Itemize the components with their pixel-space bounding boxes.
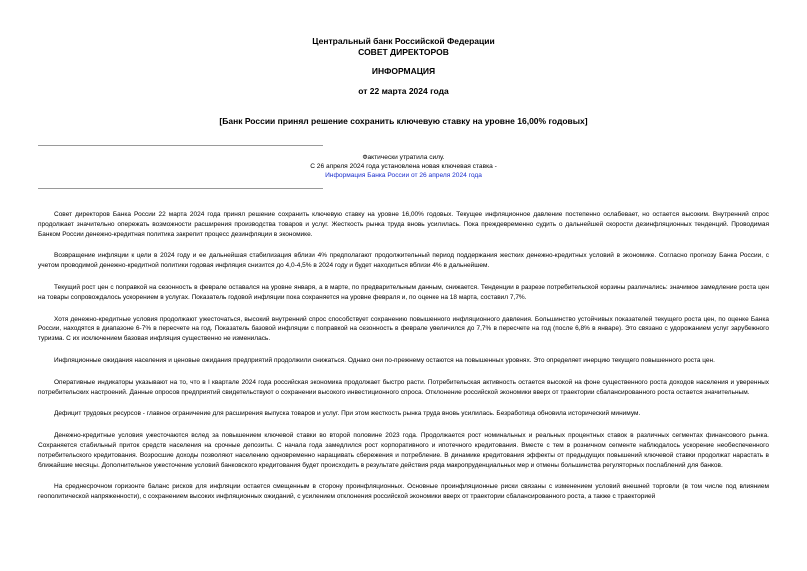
notice-line-3 [0, 171, 807, 181]
paragraph: Оперативные индикаторы указывают на то, что в I квартале 2024 года российская экономика продолжает быстро расти. Потребительская активность остается высокой на фоне существенного роста доходов населения и уверенных потребительских настроений. Данные опросов предприятий свидетельствуют о сохранении высокого инвестиционного спроса. Отклонение российской экономики вверх от траектории сбалансированного роста остается значительным. [38, 378, 769, 396]
paragraph: Дефицит трудовых ресурсов - главное ограничение для расширения выпуска товаров и услуг. При этом жесткость рынка труда вновь усилилась. Безработица обновила исторический минимум. [54, 410, 641, 418]
divider-top [38, 145, 323, 146]
notice-link[interactable]: Информация Банка России от 26 апреля 2024 года [325, 172, 482, 179]
paragraph: Текущий рост цен с поправкой на сезонность в феврале оставался на уровне января, а в марте, по предварительным данным, снижается. Тенденции в разрезе потребительской корзины различались: значимое замедление роста цен на товары сопровождалось ускорением в услугах. Показатель годовой инфляции пока сохраняется на уровне февраля и, по оценке на 18 марта, составил 7,7%. [38, 283, 769, 301]
document-body [38, 210, 769, 514]
paragraph: Инфляционные ожидания населения и ценовые ожидания предприятий продолжили снижаться. Однако они по-прежнему остаются на повышенных уровнях. Это определяет инерцию текущего повышенного роста цен. [54, 356, 715, 364]
organization-title: Центральный банк Российской Федерации [312, 36, 495, 46]
paragraph: Денежно-кредитные условия ужесточаются вслед за повышением ключевой ставки во второй половине 2023 года. Продолжается рост номинальных и реальных процентных ставок в различных сегментах финансового рынка. Сохраняется стабильный приток средств населения на срочные депозиты. С начала года замедлился рост корпоративного и ипотечного кредитования. Вместе с тем в розничном сегменте наблюдалось ускорение необеспеченного потребительского кредитования. Возросшие доходы позволяют населению одновременно наращивать сбережения и потребление. В динамике кредитования эффекты от предыдущих повышений ключевой ставки продолжат нарастать в ближайшие месяцы. Дополнительное ужесточение условий банковского кредитования будет происходить в результате действия ряда макропруденциальных мер и отмены большинства регуляторных послаблений для банков. [38, 432, 769, 469]
divider-bottom [38, 188, 323, 189]
board-title: СОВЕТ ДИРЕКТОРОВ [358, 47, 449, 57]
document-date: от 22 марта 2024 года [358, 86, 449, 96]
notice-line-2: С 26 апреля 2024 года установлена новая ключевая ставка - [310, 163, 497, 170]
paragraph: Хотя денежно-кредитные условия продолжают ужесточаться, высокий внутренний спрос способствует сохранению повышенного инфляционного давления. Большинство устойчивых показателей текущего роста цен, по оценке Банка России, находятся в диапазоне 6-7% в пересчете на год. Показатель базовой инфляции с поправкой на сезонность в феврале увеличился до 7,7% в пересчете на год (после 6,8% в январе). Это связано с удорожанием услуг зарубежного туризма. С их исключением базовая инфляция существенно не изменилась. [38, 315, 769, 343]
paragraph: Возвращение инфляции к цели в 2024 году и ее дальнейшая стабилизация вблизи 4% предполагают продолжительный период поддержания жестких денежно-кредитных условий в экономике. Согласно прогнозу Банка России, с учетом проводимой денежно-кредитной политики годовая инфляция снизится до 4,0-4,5% в 2024 году и будет находиться вблизи 4% в дальнейшем. [38, 252, 769, 270]
paragraph: Совет директоров Банка России 22 марта 2024 года принял решение сохранить ключевую ставку на уровне 16,00% годовых. Текущее инфляционное давление постепенно ослабевает, но остается высоким. Внутренний спрос продолжает значительно опережать возможности расширения производства товаров и услуг. Жесткость рынка труда вновь усилилась. Пока преждевременно судить о дальнейшей скорости дезинфляционных тенденций. Проводимая Банком России денежно-кредитная политика закрепит процесс дезинфляции в экономике. [38, 211, 769, 238]
document-type: ИНФОРМАЦИЯ [371, 66, 436, 76]
paragraph: На среднесрочном горизонте баланс рисков для инфляции остается смещенным в сторону проинфляционных. Основные проинфляционные риски связаны с изменением условий внешней торговли (в том числе под влиянием геополитической напряженности), с сохранением высоких инфляционных ожиданий, с усилением отклонения российской экономики вверх от траектории сбалансированного роста, а также с траекторией [38, 483, 769, 501]
document-subject: [Банк России принял решение сохранить ключевую ставку на уровне 16,00% годовых] [219, 116, 588, 126]
notice-line-1: Фактически утратила силу. [362, 154, 445, 161]
